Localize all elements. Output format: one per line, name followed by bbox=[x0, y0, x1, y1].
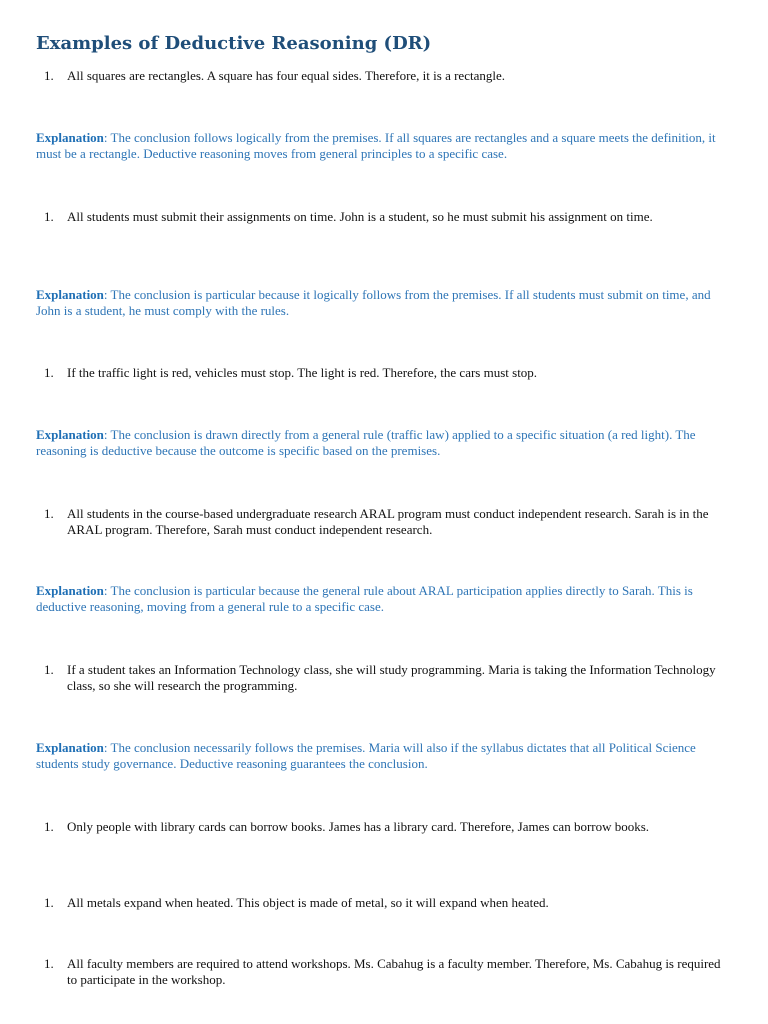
list-item-text: All students must submit their assignments on time. John is a student, so he must submit his assignment on time. bbox=[67, 209, 653, 224]
list-item bbox=[36, 365, 736, 381]
list-number: 1. bbox=[44, 506, 54, 521]
list-item-text: All students in the course-based undergraduate research ARAL program must conduct independent research. Sarah is in the ARAL program. Therefore, Sarah must conduct independent research. bbox=[67, 506, 709, 537]
explanation-paragraph bbox=[36, 740, 736, 772]
list-item-text: If a student takes an Information Technology class, she will study programming. Maria is taking the Information Technology class, so she will research the programming. bbox=[67, 662, 716, 693]
list-item bbox=[36, 819, 736, 835]
explanation-text: : The conclusion is particular because it logically follows from the premises. If all students must submit on time, and John is a student, he must comply with the rules. bbox=[36, 287, 711, 318]
list-item bbox=[36, 662, 736, 694]
list-item bbox=[36, 68, 736, 84]
explanation-paragraph bbox=[36, 130, 736, 162]
list-item-text: Only people with library cards can borrow books. James has a library card. Therefore, James can borrow books. bbox=[67, 819, 650, 834]
list-number: 1. bbox=[44, 209, 54, 224]
explanation-label: Explanation bbox=[36, 740, 104, 755]
list-number: 1. bbox=[44, 956, 54, 971]
list-item-text: All squares are rectangles. A square has four equal sides. Therefore, it is a rectangle. bbox=[67, 68, 505, 83]
list-item bbox=[36, 895, 736, 911]
explanation-paragraph bbox=[36, 427, 736, 459]
list-item-text: All faculty members are required to attend workshops. Ms. Cabahug is a faculty member. Therefore, Ms. Cabahug is required to participate in the workshop. bbox=[67, 956, 721, 987]
list-item-text: If the traffic light is red, vehicles must stop. The light is red. Therefore, the cars must stop. bbox=[67, 365, 538, 380]
list-number: 1. bbox=[44, 895, 54, 910]
list-item-text: All metals expand when heated. This object is made of metal, so it will expand when heated. bbox=[67, 895, 549, 910]
list-item bbox=[36, 209, 736, 225]
list-item bbox=[36, 506, 736, 538]
explanation-label: Explanation bbox=[36, 583, 104, 598]
explanation-label: Explanation bbox=[36, 287, 104, 302]
list-number: 1. bbox=[44, 365, 54, 380]
list-number: 1. bbox=[44, 819, 54, 834]
list-number: 1. bbox=[44, 68, 54, 83]
explanation-text: : The conclusion is particular because the general rule about ARAL participation applies directly to Sarah. This is deductive reasoning, moving from a general rule to a specific case. bbox=[36, 583, 693, 614]
explanation-text: : The conclusion necessarily follows the premises. Maria will also if the syllabus dictates that all Political Science students study governance. Deductive reasoning guarantees the conclusion. bbox=[36, 740, 696, 771]
explanation-text: : The conclusion is drawn directly from a general rule (traffic law) applied to a specific situation (a red light). The reasoning is deductive because the outcome is specific based on the premises. bbox=[36, 427, 696, 458]
explanation-paragraph bbox=[36, 583, 736, 615]
list-item bbox=[36, 956, 736, 988]
explanation-label: Explanation bbox=[36, 427, 104, 442]
explanation-label: Explanation bbox=[36, 130, 104, 145]
explanation-text: : The conclusion follows logically from the premises. If all squares are rectangles and a square meets the definition, it must be a rectangle. Deductive reasoning moves from general principles to a specific case. bbox=[36, 130, 716, 161]
list-number: 1. bbox=[44, 662, 54, 677]
page-title: Examples of Deductive Reasoning (DR) bbox=[36, 33, 432, 54]
explanation-paragraph bbox=[36, 287, 736, 319]
